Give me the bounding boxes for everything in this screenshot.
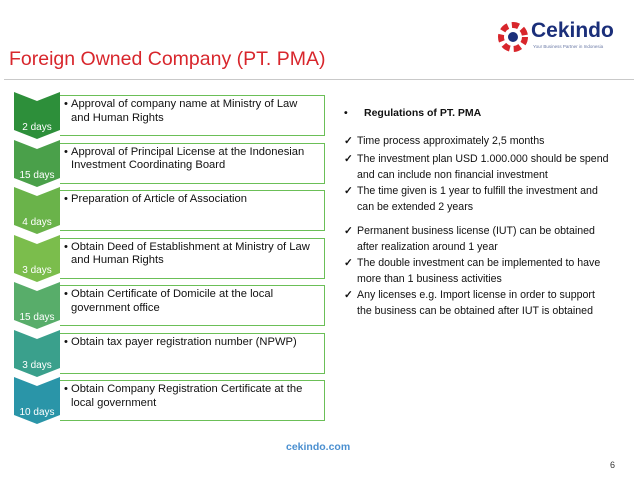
footer-website-link[interactable]: cekindo.com bbox=[286, 441, 351, 453]
bullet-dot-icon: • bbox=[64, 193, 68, 205]
step-description: Obtain tax payer registration number (NPWP) bbox=[71, 335, 297, 348]
bullet-dot-icon: • bbox=[64, 240, 68, 253]
regulation-item bbox=[344, 183, 624, 215]
step-duration: 3 days bbox=[22, 264, 52, 276]
bullet-dot-icon: • bbox=[64, 335, 68, 348]
regulation-text: The time given is 1 year to fulfill the investment and can be extended 2 years bbox=[357, 185, 598, 213]
checkmark-icon: ✓ bbox=[344, 135, 353, 147]
regulation-item bbox=[344, 223, 624, 255]
bullet-dot-icon: • bbox=[64, 98, 68, 110]
page-number: 6 bbox=[610, 460, 616, 470]
step-duration: 10 days bbox=[19, 407, 55, 418]
regulation-text: Time process approximately 2,5 months bbox=[357, 135, 545, 147]
step-description: Approval of company name at Ministry of Law and Human Rights bbox=[71, 98, 298, 124]
step-description: Obtain Deed of Establishment at Ministry of Law and Human Rights bbox=[71, 240, 310, 266]
step-item bbox=[64, 336, 314, 350]
logo-wordmark: Cekindo bbox=[531, 19, 614, 42]
regulation-item bbox=[344, 287, 624, 319]
regulation-item bbox=[344, 255, 624, 287]
step-duration: 2 days bbox=[22, 122, 52, 133]
slide-title: Foreign Owned Company (PT. PMA) bbox=[9, 48, 326, 70]
checkmark-icon: ✓ bbox=[344, 185, 353, 197]
step-duration: 4 days bbox=[22, 217, 52, 228]
step-description: Obtain Company Registration Certificate at the local government bbox=[71, 383, 303, 409]
logo-tagline: Your Business Partner in Indonesia bbox=[533, 44, 604, 49]
title-divider bbox=[4, 79, 634, 80]
step-item bbox=[64, 383, 314, 410]
step-item bbox=[64, 288, 314, 315]
checkmark-icon: ✓ bbox=[344, 257, 353, 269]
regulation-item bbox=[344, 151, 624, 183]
step-duration: 15 days bbox=[19, 169, 55, 181]
step-duration: 3 days bbox=[22, 359, 52, 371]
regulation-item bbox=[344, 133, 624, 149]
step-item bbox=[64, 98, 314, 125]
bullet-dot-icon: • bbox=[64, 383, 68, 395]
step-description: Obtain Certificate of Domicile at the local government office bbox=[71, 288, 274, 314]
step-description: Approval of Principal License at the Indonesian Investment Coordinating Board bbox=[71, 145, 305, 171]
regulations-heading bbox=[344, 107, 481, 119]
bullet-dot-icon: • bbox=[64, 288, 68, 300]
step-item bbox=[64, 146, 314, 173]
checkmark-icon: ✓ bbox=[344, 225, 353, 237]
step-item bbox=[64, 193, 314, 207]
regulation-text: Any licenses e.g. Import license in order to support the business can be obtained after IUT is obtained bbox=[357, 289, 595, 317]
step-duration: 15 days bbox=[19, 312, 55, 323]
step-item bbox=[64, 241, 314, 268]
regulation-text: The double investment can be implemented to have more than 1 business activities bbox=[357, 257, 601, 285]
regulation-text: The investment plan USD 1.000.000 should be spend and can include non financial investment bbox=[357, 153, 609, 181]
checkmark-icon: ✓ bbox=[344, 289, 353, 301]
regulation-text: Permanent business license (IUT) can be obtained after realization around 1 year bbox=[357, 225, 595, 253]
regulations-heading-text: Regulations of PT. PMA bbox=[364, 107, 482, 119]
bullet-dot-icon: • bbox=[344, 107, 348, 119]
step-description: Preparation of Article of Association bbox=[71, 193, 247, 205]
checkmark-icon: ✓ bbox=[344, 153, 353, 165]
bullet-dot-icon: • bbox=[64, 145, 68, 158]
